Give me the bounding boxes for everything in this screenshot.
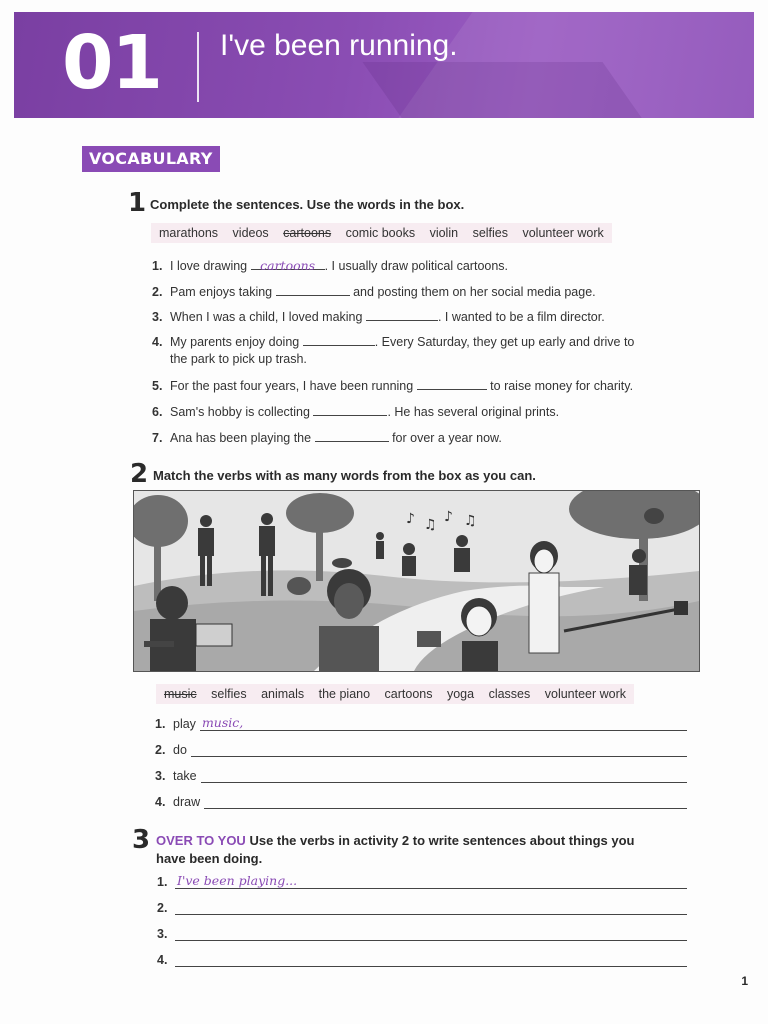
item-text: For the past four years, I have been running	[170, 379, 414, 393]
answer-blank[interactable]	[366, 308, 438, 321]
exercise-2-line	[155, 794, 687, 809]
word-box-word: animals	[261, 687, 305, 701]
word-box-word: yoga	[446, 687, 475, 701]
exercise-1-number: 1	[128, 188, 147, 218]
exercise-2-line	[155, 716, 687, 731]
word-box-word: volunteer work	[522, 226, 604, 240]
item-number: 2.	[152, 285, 163, 299]
item-text: the park to pick up trash.	[170, 352, 307, 366]
svg-text:♫: ♫	[424, 517, 437, 533]
item-number: 6.	[152, 405, 163, 419]
svg-text:♫: ♫	[464, 513, 477, 529]
answer-blank[interactable]	[315, 429, 389, 442]
svg-text:♪: ♪	[444, 509, 453, 525]
item-text: Sam's hobby is collecting	[170, 405, 310, 419]
item-text: and posting them on her social media page.	[353, 285, 596, 299]
item-number: 1.	[157, 875, 168, 889]
exercise-2-line	[155, 742, 687, 757]
exercise-1-item	[152, 377, 633, 395]
exercise-1-item	[152, 403, 559, 421]
item-text: . I wanted to be a film director.	[437, 310, 605, 324]
page-number: 1	[741, 974, 748, 988]
answer-line[interactable]	[175, 952, 687, 967]
exercise-3-line	[157, 952, 687, 967]
handwritten-answer: music,	[201, 715, 244, 730]
exercise-2-word-box	[156, 684, 634, 704]
exercise-2-number: 2	[130, 459, 149, 489]
exercise-1-item	[152, 333, 634, 368]
exercise-1-instruction: Complete the sentences. Use the words in the box.	[150, 197, 465, 212]
word-box-word: violin	[429, 226, 459, 240]
word-box-word-struck: music	[164, 687, 197, 701]
item-number: 7.	[152, 431, 163, 445]
answer-blank[interactable]	[251, 257, 325, 273]
item-number: 3.	[155, 769, 166, 783]
item-number: 4.	[152, 335, 163, 349]
word-box-word-struck: cartoons	[283, 226, 332, 240]
answer-line[interactable]	[175, 900, 687, 915]
answer-blank[interactable]	[313, 403, 387, 416]
word-box-word: selfies	[211, 687, 247, 701]
exercise-2-line	[155, 768, 687, 783]
handwritten-answer: I've been playing...	[177, 873, 298, 888]
instruction-text: Use the verbs in activity 2 to write sentences about things you	[249, 833, 635, 848]
item-text: . I usually draw political cartoons.	[324, 259, 509, 273]
item-text: . He has several original prints.	[387, 405, 560, 419]
answer-blank[interactable]	[276, 283, 350, 296]
banner-divider	[197, 32, 199, 102]
over-to-you-label: OVER TO YOU	[156, 833, 246, 848]
exercise-3-line	[157, 874, 687, 889]
exercise-3-number: 3	[132, 825, 151, 855]
verb-label: take	[173, 769, 197, 783]
verb-label: draw	[173, 795, 201, 809]
unit-title: I've been running.	[220, 29, 458, 62]
item-number: 4.	[155, 795, 166, 809]
answer-blank[interactable]	[417, 377, 487, 390]
item-text: . Every Saturday, they get up early and drive to	[374, 335, 635, 349]
verb-label: do	[173, 743, 187, 757]
item-text: When I was a child, I loved making	[170, 310, 363, 324]
word-box-word: cartoons	[384, 687, 433, 701]
unit-banner	[14, 12, 754, 118]
item-number: 2.	[157, 901, 168, 915]
svg-text:♪: ♪	[406, 511, 415, 527]
item-number: 1.	[155, 717, 166, 731]
park-scene-illustration	[133, 490, 700, 672]
word-box-word: selfies	[472, 226, 508, 240]
answer-line[interactable]	[201, 768, 687, 783]
section-label-vocabulary: VOCABULARY	[82, 146, 220, 172]
exercise-1-item	[152, 283, 596, 301]
exercise-3-instruction	[156, 832, 676, 868]
exercise-1-item	[152, 429, 502, 447]
park-scene-image	[134, 491, 699, 671]
word-box-word: comic books	[345, 226, 416, 240]
item-text: to raise money for charity.	[490, 379, 634, 393]
answer-line[interactable]	[175, 874, 687, 889]
unit-number: 01	[62, 20, 161, 106]
item-text: Ana has been playing the	[170, 431, 312, 445]
item-number: 5.	[152, 379, 163, 393]
item-number: 2.	[155, 743, 166, 757]
exercise-3-line	[157, 926, 687, 941]
item-text: My parents enjoy doing	[170, 335, 300, 349]
item-number: 1.	[152, 259, 163, 273]
instruction-text: have been doing.	[156, 851, 263, 866]
word-box-word: marathons	[159, 226, 219, 240]
exercise-1-word-box	[151, 223, 612, 243]
answer-line[interactable]	[200, 716, 687, 731]
exercise-1-item	[152, 308, 605, 326]
word-box-word: the piano	[318, 687, 371, 701]
answer-line[interactable]	[204, 794, 687, 809]
answer-line[interactable]	[175, 926, 687, 941]
exercise-2-instruction: Match the verbs with as many words from the box as you can.	[153, 468, 536, 483]
item-text: I love drawing	[170, 259, 248, 273]
item-text: for over a year now.	[392, 431, 502, 445]
verb-label: play	[173, 717, 196, 731]
answer-blank[interactable]	[303, 333, 375, 346]
item-number: 3.	[152, 310, 163, 324]
item-number: 4.	[157, 953, 168, 967]
exercise-1-item	[152, 257, 508, 275]
answer-line[interactable]	[191, 742, 687, 757]
word-box-word: videos	[232, 226, 269, 240]
word-box-word: volunteer work	[544, 687, 627, 701]
exercise-3-line	[157, 900, 687, 915]
handwritten-answer: cartoons	[260, 258, 316, 273]
item-number: 3.	[157, 927, 168, 941]
word-box-word: classes	[488, 687, 531, 701]
item-text: Pam enjoys taking	[170, 285, 273, 299]
